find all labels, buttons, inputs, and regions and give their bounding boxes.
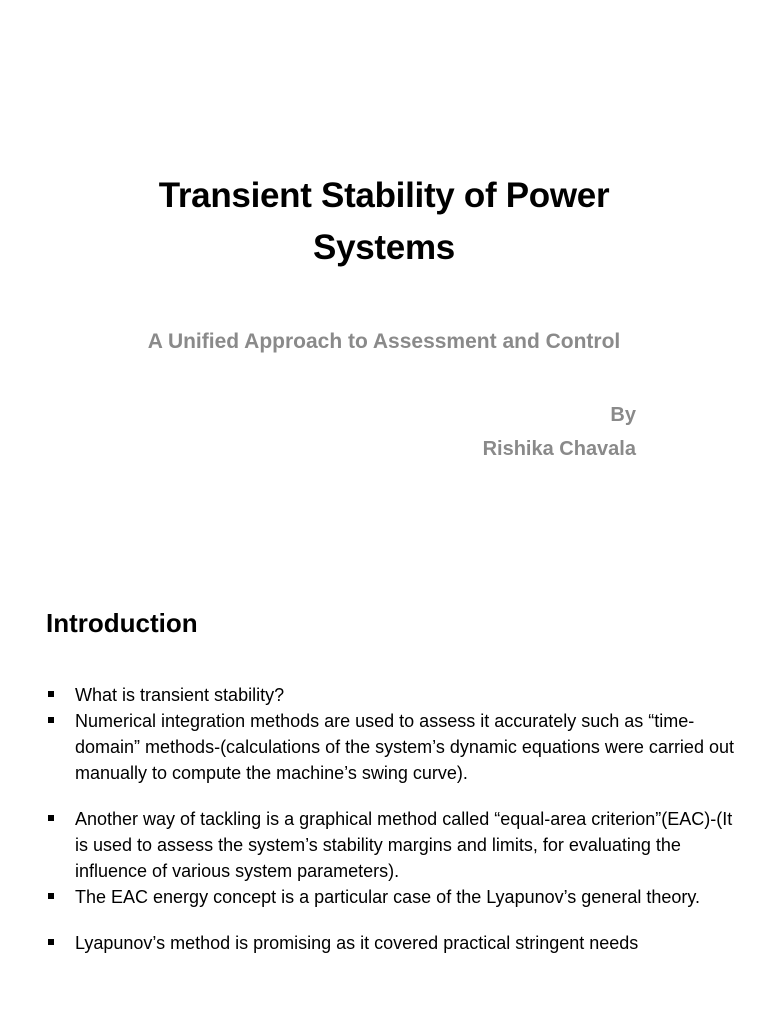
bullet-list	[46, 682, 746, 956]
section-heading: Introduction	[46, 608, 198, 638]
bullet-item: What is transient stability?	[46, 682, 746, 708]
bullet-item: Lyapunov’s method is promising as it covered practical stringent needs	[46, 930, 746, 956]
author-name: Rishika Chavala	[482, 438, 636, 460]
slide-subtitle: A Unified Approach to Assessment and Control	[147, 330, 621, 353]
slide-title: Transient Stability of Power Systems	[158, 176, 610, 267]
bullet-item: The EAC energy concept is a particular case of the Lyapunov’s general theory.	[46, 884, 746, 910]
author-block	[483, 398, 636, 466]
bullet-item: Numerical integration methods are used to assess it accurately such as “time-domain” methods-(calculations of the system’s dynamic equations were carried out manually to compute the machine’s swing curve).	[46, 708, 746, 786]
by-label: By	[610, 404, 636, 426]
bullet-item: Another way of tackling is a graphical method called “equal-area criterion”(EAC)-(It is used to assess the system’s stability margins and limits, for evaluating the influence of various system parameters).	[46, 806, 746, 884]
